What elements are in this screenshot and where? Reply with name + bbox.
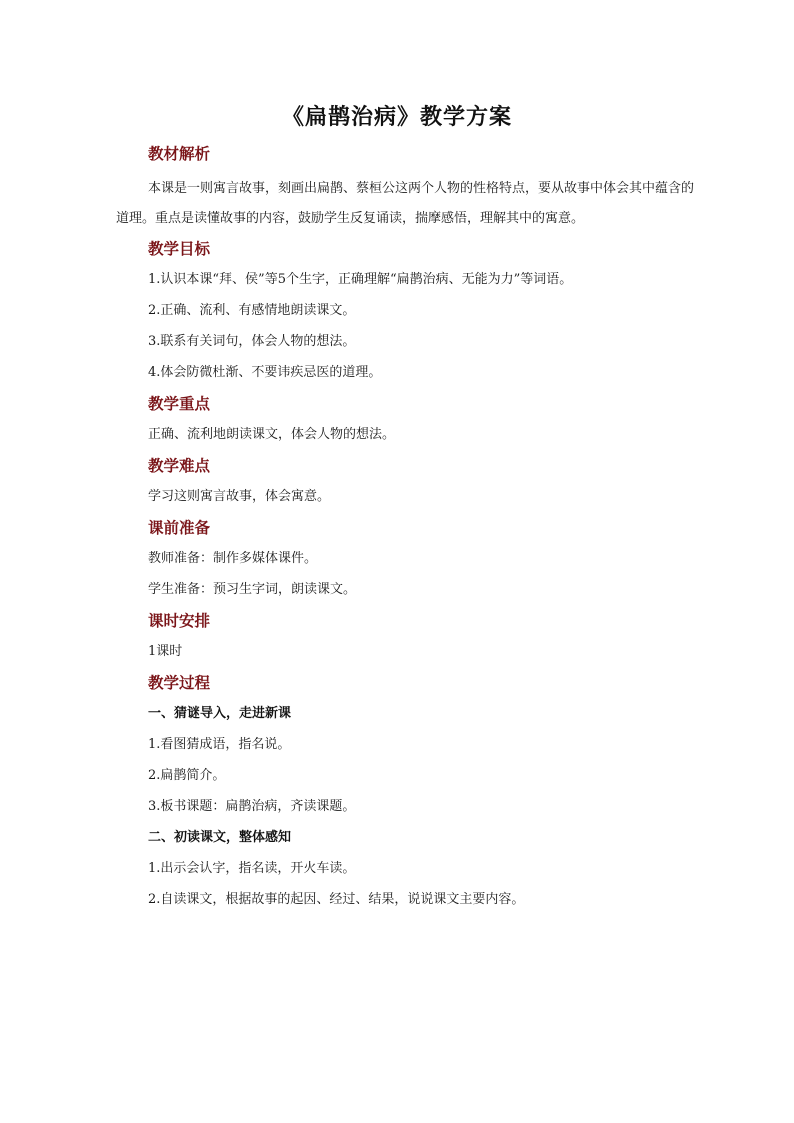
goal-item: 1.认识本课“拜、侯”等5个生字，正确理解“扁鹊治病、无能为力”等词语。 — [148, 272, 573, 287]
page-title: 《扁鹊治病》教学方案 — [281, 104, 512, 130]
goal-item: 4.体会防微杜渐、不要讳疾忌医的道理。 — [148, 365, 382, 380]
goal-item: 3.联系有关词句，体会人物的想法。 — [148, 334, 356, 349]
analysis-paragraph: 本课是一则寓言故事，刻画出扁鹊、蔡桓公这两个人物的性格特点，要从故事中体会其中蕴含的道理。重点是读懂故事的内容，鼓励学生反复诵读，揣摩感悟，理解其中的寓意。 — [116, 181, 695, 226]
difficulties-text: 学习这则寓言故事，体会寓意。 — [148, 489, 331, 504]
preparation-item: 教师准备：制作多媒体课件。 — [148, 551, 318, 566]
process-part1-title: 一、猜谜导入，走进新课 — [148, 706, 292, 721]
process-part2-title: 二、初读课文，整体感知 — [148, 830, 292, 845]
process-item: 3.板书课题：扁鹊治病，齐读课题。 — [148, 799, 356, 814]
section-heading-schedule: 课时安排 — [148, 611, 211, 630]
process-item: 1.看图猜成语，指名说。 — [148, 737, 291, 752]
process-item: 2.扁鹊简介。 — [148, 768, 226, 783]
section-heading-goals: 教学目标 — [148, 239, 211, 258]
section-heading-key-points: 教学重点 — [148, 394, 211, 413]
key-points-text: 正确、流利地朗读课文，体会人物的想法。 — [148, 427, 396, 442]
goal-item: 2.正确、流利、有感情地朗读课文。 — [148, 303, 356, 318]
process-item: 1.出示会认字，指名读，开火车读。 — [148, 861, 356, 876]
section-heading-analysis: 教材解析 — [148, 144, 211, 163]
section-heading-process: 教学过程 — [148, 673, 211, 692]
section-heading-difficulties: 教学难点 — [148, 456, 211, 475]
section-heading-preparation: 课前准备 — [148, 518, 211, 537]
process-item: 2.自读课文，根据故事的起因、经过、结果，说说课文主要内容。 — [148, 892, 525, 907]
preparation-item: 学生准备：预习生字词，朗读课文。 — [148, 582, 357, 597]
document-body — [116, 143, 695, 920]
schedule-text: 1课时 — [148, 644, 183, 659]
